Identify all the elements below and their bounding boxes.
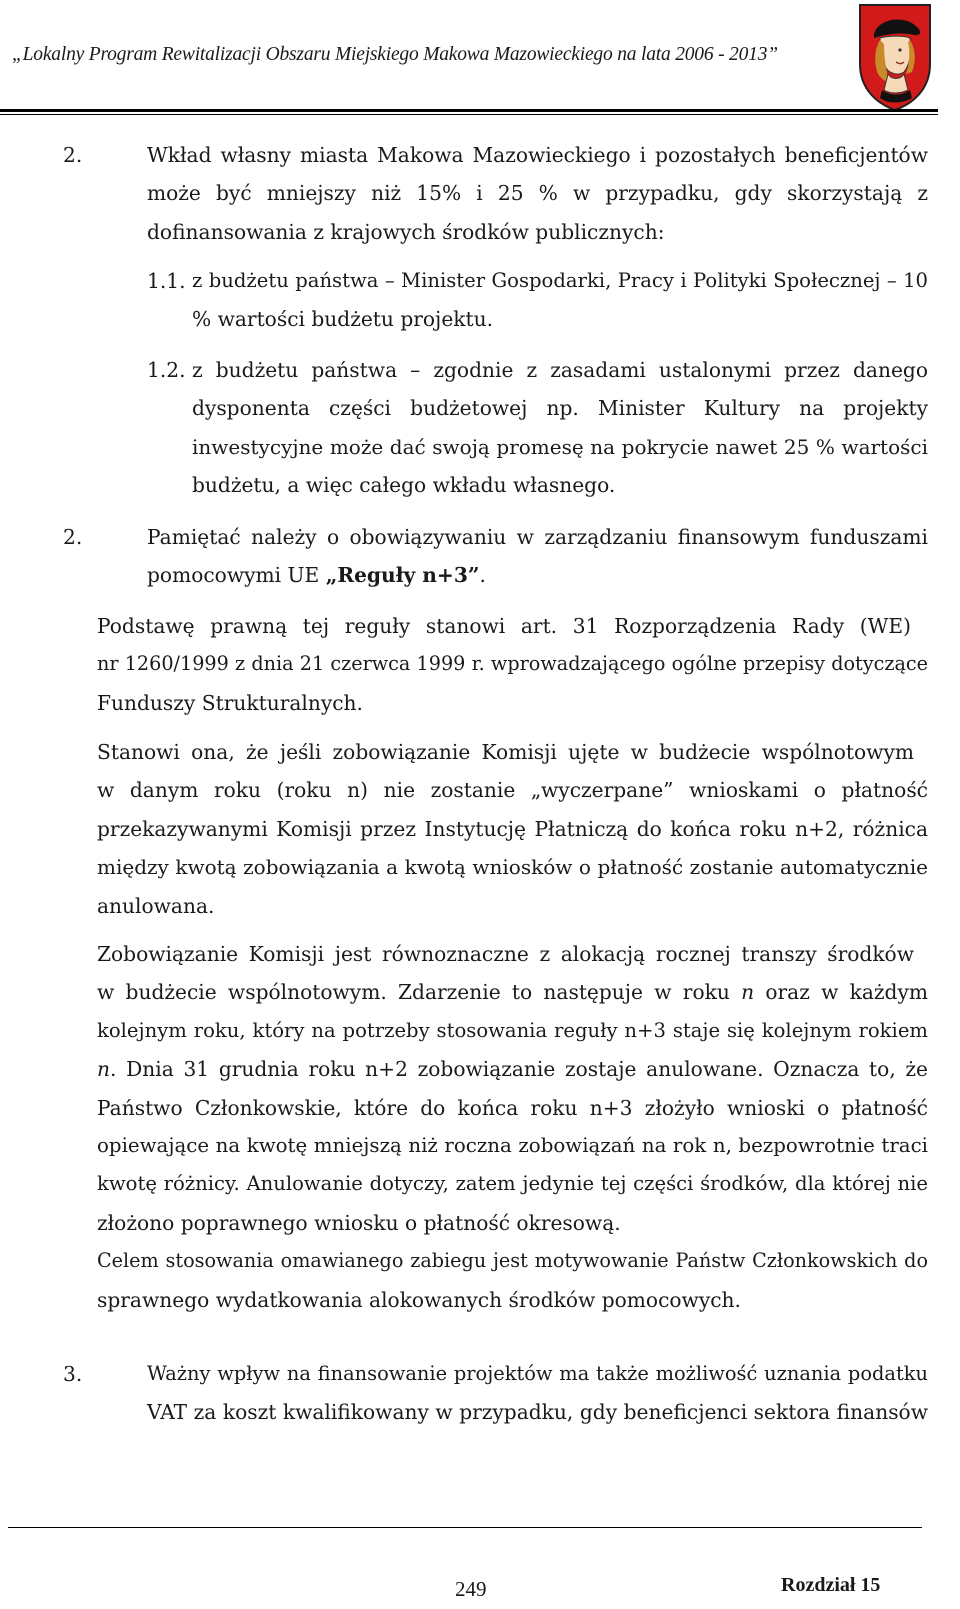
sublist-number: 1.1. (147, 269, 186, 293)
paragraph-legal-basis (97, 607, 928, 722)
text-line: sprawnego wydatkowania alokowanych środków pomocowych. (97, 1287, 741, 1312)
text-line: anulowana. (97, 893, 215, 918)
text-line: pomocowymi UE „Reguły n+3”. (147, 563, 486, 588)
sublist-item-text (192, 262, 928, 339)
header-rule-thin (0, 114, 938, 115)
rule-name: „Reguły n+3” (325, 563, 480, 588)
header-rule-thick (0, 109, 938, 112)
text-line: złożono poprawnego wniosku o płatność okresową. (97, 1210, 621, 1235)
text-line: dysponenta części budżetowej np. Minister Kultury na projekty (192, 396, 928, 421)
sublist-item-text (192, 351, 928, 505)
text-line: kwotę różnicy. Anulowanie dotyczy, zatem jedynie tej części środków, dla której nie (97, 1172, 928, 1196)
sublist-number: 1.2. (147, 358, 186, 382)
list-number: 3. (63, 1362, 83, 1386)
text-line: Stanowi ona, że jeśli zobowiązanie Komisji ujęte w budżecie wspólnotowym (97, 740, 914, 764)
text-line: przekazywanymi Komisji przez Instytucję Płatniczą do końca roku n+2, różnica (97, 816, 928, 841)
text-line: między kwotą zobowiązania a kwotą wniosków o płatność zostanie automatycznie (97, 855, 928, 880)
text-line: z budżetu państwa – zgodnie z zasadami ustalonymi przez danego (192, 358, 928, 382)
footer-rule (8, 1527, 922, 1528)
text-line: Państwo Członkowskie, które do końca roku n+3 złożyło wnioski o płatność (97, 1095, 928, 1120)
text-line: nr 1260/1999 z dnia 21 czerwca 1999 r. wprowadzającego ogólne przepisy dotyczące (97, 652, 928, 676)
list-number: 2. (63, 143, 83, 167)
chapter-label: Rozdział 15 (781, 1574, 881, 1596)
text-line: Wkład własny miasta Makowa Mazowieckiego i pozostałych beneficjentów (147, 143, 928, 167)
paragraph-rule-description (97, 733, 928, 925)
text-line: z budżetu państwa – Minister Gospodarki, Pracy i Polityki Społecznej – 10 (192, 269, 928, 292)
text-line: kolejnym roku, który na potrzeby stosowania reguły n+3 staje się kolejnym rokiem (97, 1018, 928, 1042)
text-line: budżetu, a więc całego wkładu własnego. (192, 473, 616, 498)
text-line: Zobowiązanie Komisji jest równoznaczne z alokacją rocznej transzy środków (97, 942, 914, 966)
text-line: może być mniejszy niż 15% i 25 % w przypadku, gdy skorzystają z (147, 181, 928, 206)
list-item-text (147, 518, 928, 595)
text-line: % wartości budżetu projektu. (192, 307, 494, 332)
text-line: w budżecie wspólnotowym. Zdarzenie to następuje w roku n oraz w każdym (97, 980, 929, 1005)
text-line: Podstawę prawną tej reguły stanowi art. 31 Rozporządzenia Rady (WE) (97, 614, 911, 638)
text-line: dofinansowania z krajowych środków publicznych: (147, 219, 665, 244)
coat-of-arms-icon (856, 2, 934, 112)
text-line: Ważny wpływ na finansowanie projektów ma także możliwość uznania podatku (147, 1362, 928, 1385)
list-item-text (147, 1355, 928, 1432)
text-line: Pamiętać należy o obowiązywaniu w zarządzaniu finansowym funduszami (147, 525, 928, 549)
text-line: w danym roku (roku n) nie zostanie „wyczerpane” wnioskami o płatność (97, 778, 928, 803)
text-line: VAT za koszt kwalifikowany w przypadku, gdy beneficjenci sektora finansów (147, 1400, 928, 1425)
text-line: inwestycyjne może dać swoją promesę na pokrycie nawet 25 % wartości (192, 434, 928, 459)
text-line: Funduszy Strukturalnych. (97, 690, 363, 715)
text-line: Celem stosowania omawianego zabiegu jest motywowanie Państw Członkowskich do (97, 1249, 928, 1273)
text-line: opiewające na kwotę mniejszą niż roczna zobowiązań na rok n, bezpowrotnie traci (97, 1133, 928, 1157)
list-item-text (147, 136, 928, 251)
list-number: 2. (63, 525, 83, 549)
paragraph-commitment (97, 935, 928, 1319)
page-number: 249 (455, 1577, 487, 1601)
running-header-title: „Lokalny Program Rewitalizacji Obszaru Miejskiego Makowa Mazowieckiego na lata 2006 - 2013” (12, 44, 778, 65)
text-line: n. Dnia 31 grudnia roku n+2 zobowiązanie zostaje anulowane. Oznacza to, że (97, 1057, 928, 1082)
